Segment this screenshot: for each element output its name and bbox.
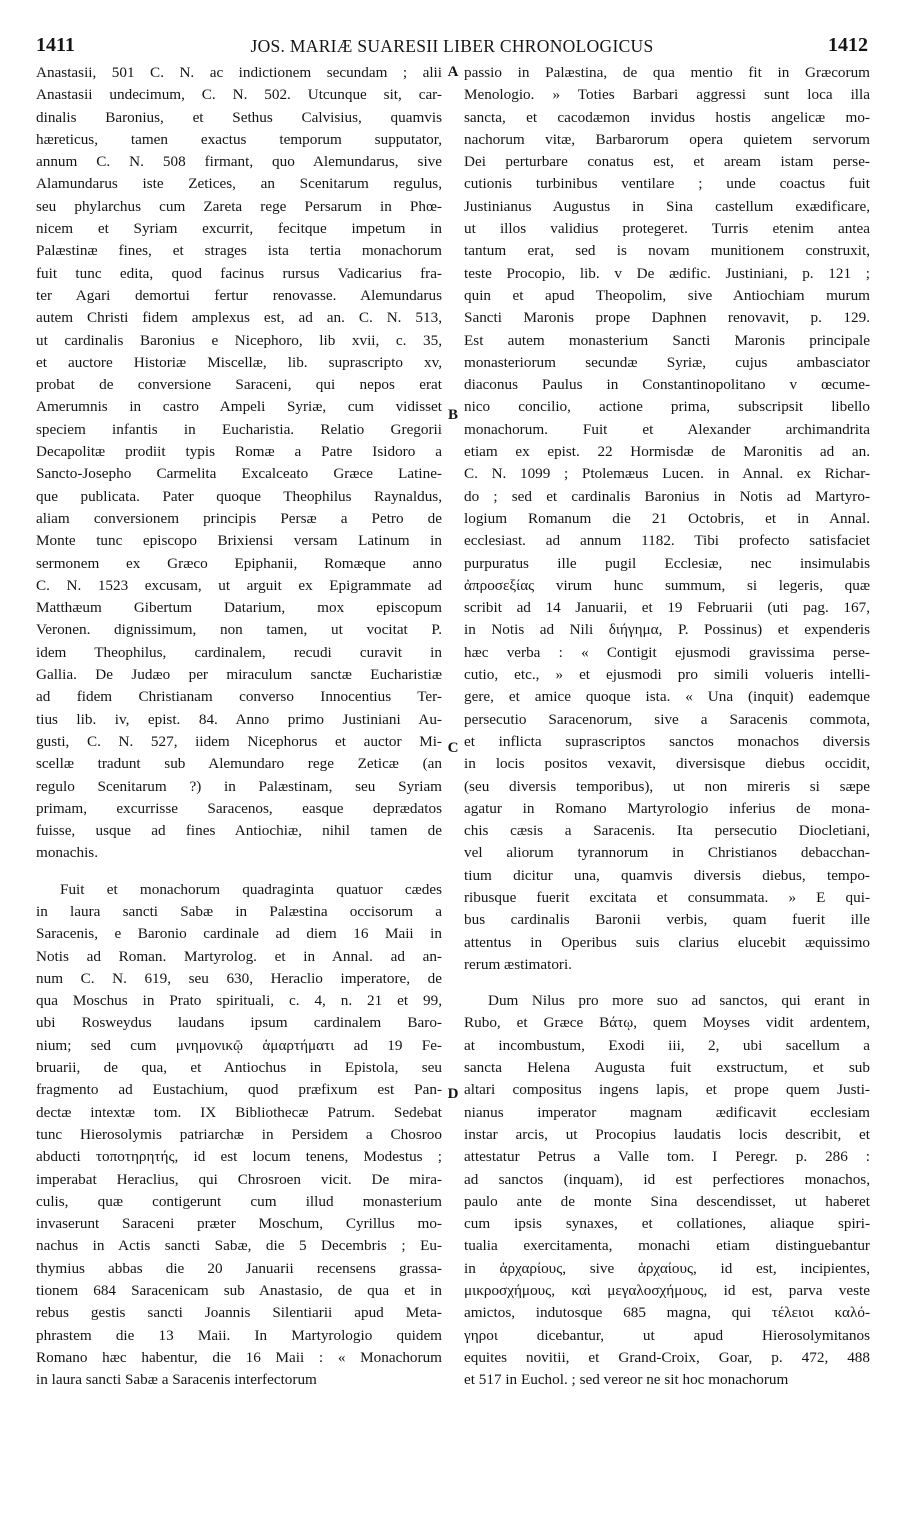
text-line: phrastem die 13 Maii. In Martyrologio quidem — [36, 1326, 442, 1344]
text-line: at incombustum, Exodi iii, 2, ubi sacellum a — [464, 1036, 870, 1054]
text-line: primam, excurrisse Saracenos, easque deprædatos — [36, 799, 442, 817]
text-line: hæreticus, tamen exactus temporum supputator, — [36, 130, 442, 148]
text-line: equites novitii, et Grand-Croix, Goar, p. 472, 488 — [464, 1348, 870, 1366]
text-line: autem Christi fidem amplexus est, ad an. C. N. 513, — [36, 309, 442, 327]
paragraph-gap — [464, 976, 870, 990]
text-line: μικροσχήμους, καὶ μεγαλοσχήμους, id est, parva veste — [464, 1282, 870, 1300]
text-line: ἀπροσεξίας virum hunc summum, si legeris, quæ — [464, 576, 870, 594]
text-line: regulo Scenitarum ?) in Palæstinam, seu Syriam — [36, 777, 442, 795]
text-line: Amerumnis in castro Ampeli Syriæ, cum vidisset — [36, 398, 442, 416]
text-line: instar arcis, ut Procopius laudatis locis describit, et — [464, 1125, 870, 1143]
text-line: cutio, etc., » et ejusmodi pro simili volueris intelli- — [464, 666, 870, 684]
text-line: ut cardinalis Baronius e Nicephoro, lib xvii, c. 35, — [36, 331, 442, 349]
text-line: vel aliorum tyrannorum in Christianos debacchan- — [464, 844, 870, 862]
text-line: hæc verba : « Contigit ejusmodi gravissima perse- — [464, 643, 870, 661]
text-line: rerum æstimatori. — [464, 955, 572, 973]
text-line: ribusque fuerit excitata et consummata. » E qui- — [464, 888, 870, 906]
text-line: nico concilio, actione prima, subscripsit libello — [464, 398, 870, 416]
text-line: paulo ante de monte Sina descendisset, ut haberet — [464, 1192, 870, 1210]
text-line: cum ipsis synaxes, et collationes, aliaque spiri- — [464, 1215, 870, 1233]
text-line: et auctore Historiæ Miscellæ, lib. suprascripto xv, — [36, 353, 442, 371]
text-line: gere, et amice quoque ista. « Una (inquit) eademque — [464, 688, 870, 706]
text-line: Sancto-Josepho Carmelita Excalceato Græce Latine- — [36, 465, 442, 483]
text-line: C. N. 1523 excusam, ut arguit ex Epigrammate ad — [36, 576, 442, 594]
text-line: et inflicta suprascriptos sanctos monachos diversis — [464, 732, 870, 750]
text-line: in ἀρχαρίους, sive ἀρχαίους, id est, incipientes, — [464, 1259, 870, 1277]
text-line: in laura sancti Sabæ in Palæstina occisorum a — [36, 902, 442, 920]
text-line: Romano hæc habentur, die 16 Maii : « Monachorum — [36, 1348, 442, 1366]
text-line: ad sanctos (inquam), id est perfectiores monachos, — [464, 1170, 870, 1188]
text-line: et 517 in Euchol. ; sed vereor ne sit hoc monachorum — [464, 1371, 789, 1389]
text-line: in Notis ad Nili διήγημα, P. Possinus) et expenderis — [464, 621, 870, 639]
text-line: fragmento ad Eustachium, quod præfixum est Pan- — [36, 1081, 442, 1099]
text-line: chis cæsis a Saracenis. Ita persecutio Diocletiani, — [464, 822, 870, 840]
page-number-left: 1411 — [36, 34, 75, 56]
text-line: in laura sancti Sabæ a Saracenis interfectorum — [36, 1371, 317, 1389]
text-line: Fuit et monachorum quadraginta quatuor cædes — [60, 880, 442, 898]
text-line: nicem et Syriam excurrit, fecitque impetum in — [36, 220, 442, 238]
text-line: do ; sed et cardinalis Baronius in Notis ad Martyro- — [464, 487, 870, 505]
text-line: scribit ad 14 Januarii, et 19 Februarii (uti pag. 167, — [464, 599, 870, 617]
text-line: ter Agari demortui fertur renovasse. Alemundarus — [36, 286, 442, 304]
text-line: purpuratus ille pugil Ecclesiæ, nec insimulabis — [464, 554, 870, 572]
text-line: fuit tunc edita, quod facinus rursus Vadicarius fra- — [36, 264, 442, 282]
text-line: agatur in Romano Martyrologio inferius de mona- — [464, 799, 870, 817]
text-line: sermonem ex Græco Epiphanii, Romæque anno — [36, 554, 442, 572]
text-line: altari compositus ingens lapis, et prope quem Justi- — [464, 1081, 870, 1099]
text-line: attestatur Petrus a Valle tom. I Peregr. p. 286 : — [464, 1148, 870, 1166]
text-line: Gallia. De Judæo per miraculum sanctæ Eucharistiæ — [36, 666, 442, 684]
text-line: ut illos validius protegeret. Turris etenim antea — [464, 220, 870, 238]
paragraph — [464, 990, 870, 1391]
text-line: Menologio. » Toties Barbari aggressi sunt loca illa — [464, 86, 870, 104]
text-line: Justinianus Augustus in Sina castellum exædificare, — [464, 197, 870, 215]
text-line: in locis positos vexavit, diversisque diebus occidit, — [464, 755, 870, 773]
text-line: Sancti Maronis prope Daphnen renovavit, p. 129. — [464, 309, 870, 327]
paragraph-gap — [36, 865, 442, 879]
text-line: logium Romanum die 21 Octobris, et in Annal. — [464, 509, 870, 527]
text-line: Decapolitæ prodiit typis Romæ a Patre Isidoro a — [36, 443, 442, 461]
paragraph — [36, 62, 442, 865]
text-line: cutionis turbinibus ventilare ; unde coactus fuit — [464, 175, 870, 193]
text-line: fuisse, usque ad fines Antiochiæ, nihil tamen de — [36, 822, 442, 840]
text-line: aliam conversionem principis Persæ a Petro de — [36, 509, 442, 527]
text-line: annum C. N. 508 firmant, quo Alemundarus, sive — [36, 153, 442, 171]
margin-marker-a: A — [447, 64, 459, 80]
text-line: Anastasii, 501 C. N. ac indictionem secundam ; alii — [36, 64, 442, 81]
text-line: ubi Rosweydus laudans ipsum cardinalem Baro- — [36, 1014, 442, 1032]
left-column — [36, 62, 442, 1392]
text-line: dectæ intextæ tom. IX Bibliothecæ Patrum. Sedebat — [36, 1103, 442, 1121]
text-line: Notis ad Roman. Martyrolog. et in Annal. ad an- — [36, 947, 442, 965]
text-line: Saracenis, e Baronio cardinale ad diem 16 Maii in — [36, 925, 442, 943]
page-number-right: 1412 — [828, 34, 868, 56]
text-line: quin et apud Theopolim, sive Antiochiam murum — [464, 286, 870, 304]
text-line: (seu diversis temporibus), ut non mireris si sæpe — [464, 777, 870, 795]
text-line: ad fidem Christianam converso Innocentius Ter- — [36, 688, 442, 706]
text-line: qua Moschus in Prato spirituali, c. 4, n. 21 et 99, — [36, 992, 442, 1010]
text-line: Monte tunc episcopo Brixiensi versam Latinum in — [36, 532, 442, 550]
text-line: culis, quæ contigerunt cum illud monasterium — [36, 1192, 442, 1210]
text-line: thymius abbas die 20 Januarii recensens grassa- — [36, 1259, 442, 1277]
text-line: Dei perturbare conatus est, et aream istam perse- — [464, 153, 870, 171]
text-line: C. N. 1099 ; Ptolemæus Lucen. in Annal. ex Richar- — [464, 465, 870, 483]
text-line: Matthæum Gibertum Datarium, mox episcopum — [36, 599, 442, 617]
text-line: abducti τοποτηρητής, id est locum tenens, Modestus ; — [36, 1148, 442, 1166]
text-line: tualia exercitamenta, monachi etiam distinguebantur — [464, 1237, 870, 1255]
text-line: Alamundarus iste Zetices, an Scenitarum regulus, — [36, 175, 442, 193]
text-line: tius lib. iv, epist. 84. Anno primo Justiniani Au- — [36, 710, 442, 728]
text-line: nachus in Actis sancti Sabæ, die 5 Decembris ; Eu- — [36, 1237, 442, 1255]
margin-marker-b: B — [447, 407, 458, 423]
text-line: dinalis Baronius, et Sethus Calvisius, quamvis — [36, 108, 442, 126]
text-line: sancta Helena Augusta fuit exstructum, et sub — [464, 1059, 870, 1077]
text-line: Rubo, et Græce Βάτῳ, quem Moyses vidit ardentem, — [464, 1014, 870, 1032]
text-line: nachorum vitæ, Barbarorum opera quietem servorum — [464, 130, 870, 148]
text-line: probat de conversione Saraceni, qui nepos erat — [36, 376, 442, 394]
margin-marker-c: C — [447, 740, 459, 756]
text-line: Est autem monasterium Sancti Maronis principale — [464, 331, 870, 349]
text-line: tium dicitur una, quamvis diversis diebus, tempo- — [464, 866, 870, 884]
text-line: Anastasii undecimum, C. N. 502. Utcunque sit, car- — [36, 86, 442, 104]
text-line: tantum erat, sed is novam munitionem construxit, — [464, 242, 870, 260]
text-line: nium; sed cum μνημονικῷ ἁμαρτήματι ad 19 Fe- — [36, 1036, 442, 1054]
text-line: diaconus Paulus in Constantinopolitano v œcume- — [464, 376, 870, 394]
text-line: gusti, C. N. 527, iidem Nicephorus et auctor Mi- — [36, 732, 442, 750]
text-line: seu phylarchus cum Zareta rege Persarum in Phœ- — [36, 197, 442, 215]
text-line: bus cardinalis Baronii verbis, quam fuerit ille — [464, 911, 870, 929]
text-line: idem Theophilus, cardinalem, recudi curavit in — [36, 643, 442, 661]
running-header — [36, 34, 868, 62]
text-line: Dum Nilus pro more suo ad sanctos, qui erant in — [488, 992, 870, 1010]
text-line: ecclesiast. ad annum 1182. Tibi profecto satisfaciet — [464, 532, 870, 550]
text-line: imperabat Heraclius, qui Chrosroen vicit. De mira- — [36, 1170, 442, 1188]
text-line: teste Procopio, lib. v De ædific. Justiniani, p. 121 ; — [464, 264, 870, 282]
text-line: monasteriorum secundæ Syriæ, cujus ambasciator — [464, 353, 870, 371]
text-line: num C. N. 619, seu 630, Heraclio imperatore, de — [36, 969, 442, 987]
text-line: amictos, indutosque 685 magna, qui τέλειοι καλό- — [464, 1304, 870, 1322]
text-line: Veronen. dignissimum, non tamen, ut vocitat P. — [36, 621, 442, 639]
text-line: tionem 684 Saracenicam sub Anastasio, de qua et in — [36, 1282, 442, 1300]
text-line: rebus gestis sancti Joannis Silentiarii apud Meta- — [36, 1304, 442, 1322]
text-line: invaserunt Saraceni præter Moschum, Cyrillus mo- — [36, 1215, 442, 1233]
margin-marker-d: D — [447, 1086, 459, 1102]
text-line: speciem infantis in Eucharistia. Relatio Gregorii — [36, 420, 442, 438]
text-line: persecutio Saracenorum, sive a Saracenis commota, — [464, 710, 870, 728]
text-line: monachis. — [36, 844, 99, 862]
text-line: Palæstinæ fines, et strages ista tertia monachorum — [36, 242, 442, 260]
right-column — [464, 62, 870, 1392]
running-title: JOS. MARIÆ SUARESII LIBER CHRONOLOGICUS — [250, 36, 654, 56]
paragraph — [464, 62, 870, 976]
text-line: monachorum. Fuit et Alexander archimandrita — [464, 420, 870, 438]
text-line: etiam ex epist. 22 Hormisdæ de Maronitis ad an. — [464, 443, 870, 461]
text-line: scellæ tradunt sub Alemundaro rege Zeticæ (an — [36, 755, 442, 773]
text-line: sancta, et cacodæmon invidus hostis angelicæ mo- — [464, 108, 870, 126]
text-line: passio in Palæstina, de qua mentio fit in Græcorum — [464, 64, 870, 81]
text-line: tunc Hierosolymis patriarchæ in Persidem a Chosroo — [36, 1125, 442, 1143]
text-line: γηροι dicebantur, ut apud Hierosolymitanos — [464, 1326, 870, 1344]
text-line: nianus imperator magnam ædificavit ecclesiam — [464, 1103, 870, 1121]
text-line: bruarii, de qua, et Antiochus in Epistola, seu — [36, 1059, 442, 1077]
text-line: attentus in Operibus suis clarius elucebit æquissimo — [464, 933, 870, 951]
paragraph — [36, 879, 442, 1392]
text-line: que publicata. Pater quoque Theophilus Raynaldus, — [36, 487, 442, 505]
